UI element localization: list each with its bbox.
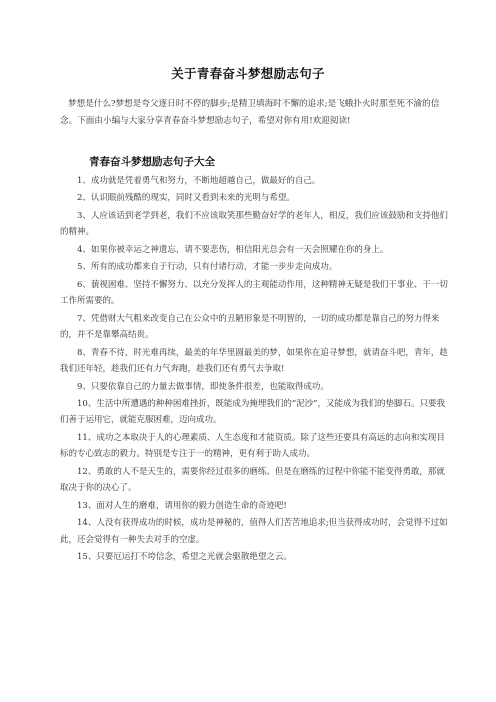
list-item: 3、人应该话到老学到老，我们不应该取笑那些勤奋好学的老年人，相反，我们应该鼓励和支持他们的精神。 [60, 210, 448, 238]
quote-list [60, 173, 448, 567]
list-item: 11、成功之本取决于人的心理素质、人生态度和才能资质。除了这些还要具有高远的志向和实现目标的专心致志的毅力。特别是专注于一的精神，更有利于助人成功。 [60, 432, 445, 460]
list-item: 5、所有的成功都来自于行动，只有付诸行动，才能一步步走向成功。 [77, 262, 338, 273]
section-heading: 青春奋斗梦想励志句子大全 [89, 156, 215, 168]
list-item: 14、人没有获得成功的时候，成功是神秘的，值得人们苦苦地追求;但当获得成功时，会觉得不过如此，还会觉得有一种失去对手的空虚。 [60, 518, 448, 545]
list-item: 9、只要依靠自己的力量去做事情，即使条件很差，也能取得成功。 [77, 381, 329, 392]
list-item: 13、面对人生的磨难，请用你的毅力创造生命的奇迹吧! [77, 500, 287, 511]
document-title: 关于青春奋斗梦想励志句子 [171, 66, 325, 81]
list-item: 8、青春不待，时光难再续，最美的年华里圆最美的梦，如果你在追寻梦想，就请奋斗吧，青年，趁我们还年轻，趁我们还有力气奔跑，趁我们还有勇气去争取! [60, 347, 448, 375]
list-item: 6、藐视困难、坚持不懈努力、以充分发挥人的主观能动作用，这种精神无疑是我们干事业、干一切工作所需要的。 [60, 279, 448, 307]
list-item: 4、如果你被幸运之神遗忘，请不要悲伤，相信阳光总会有一天会照耀在你的身上。 [77, 244, 389, 255]
list-item: 12、勇敢的人不是天生的，需要你经过很多的磨练。但是在磨练的过程中你能不能变得勇敢，那就取决于你的决心了。 [60, 466, 445, 494]
list-item: 2、认识眼前残酷的现实，同时又看到未来的光明与希望。 [77, 193, 295, 204]
list-item: 15、只要厄运打不垮信念，希望之光就会驱散绝望之云。 [77, 552, 292, 563]
list-item: 7、凭借财大气粗来改变自己在公众中的丑陋形象是不明智的，一切的成功都是靠自己的努力得来的，并不是靠攀高结贵。 [60, 313, 440, 341]
list-item: 10、生活中所遭遇的种种困难挫折，既能成为掩埋我们的“泥沙”，又能成为我们的垫脚石。只要我们善于运用它，就能克服困难，迈向成功。 [60, 398, 446, 426]
list-item: 1、成功就是凭着勇气和努力，不断地超越自己，做最好的自己。 [77, 176, 321, 186]
intro-paragraph: 梦想是什么?梦想是夸父逐日时不停的脚步;是精卫填海时不懈的追求;是飞蛾扑火时那至死不渝的信念。下面由小编与大家分享青春奋斗梦想励志句子，希望对你有用!欢迎阅读! [60, 99, 440, 126]
